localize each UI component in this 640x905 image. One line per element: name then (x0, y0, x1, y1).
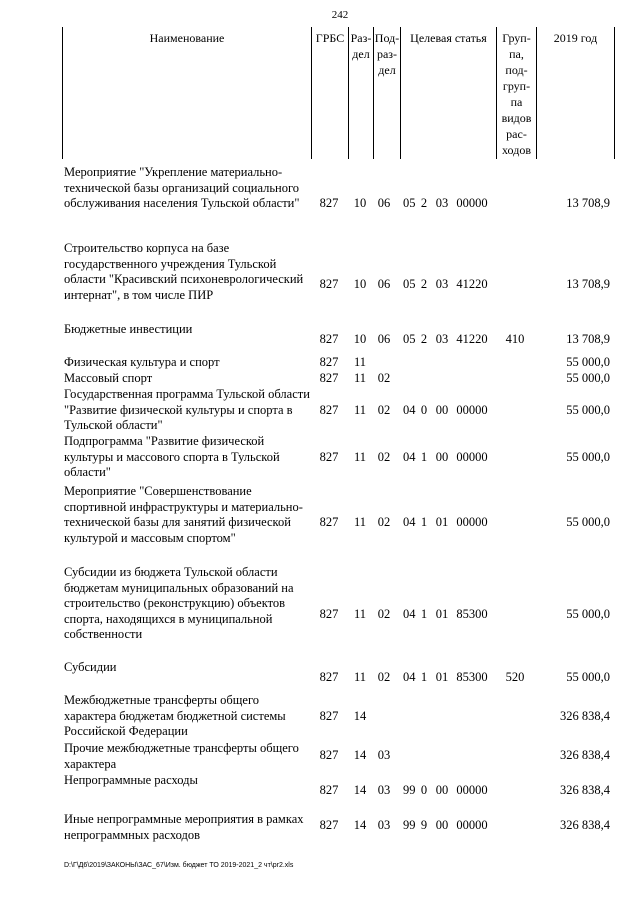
row-razdel: 11 (353, 607, 367, 621)
row-name: Массовый спорт (64, 371, 153, 385)
row-cs1: 05 (403, 196, 416, 210)
row-razdel: 14 (353, 748, 367, 762)
row-razdel: 11 (353, 371, 367, 385)
header-year: 2019 год (536, 27, 615, 159)
row-razdel: 11 (353, 670, 367, 684)
row-razdel: 14 (353, 818, 367, 832)
row-razdel: 11 (353, 515, 367, 529)
row-sum: 326 838,4 (560, 709, 610, 723)
row-sum: 326 838,4 (560, 783, 610, 797)
row-cs3: 00 (435, 783, 449, 797)
row-name: Субсидии из бюджета Тульской области бюджетам муниципальных образований на строительство (реконструкцию) объектов спорта, находящихся в муниципальной собственности (64, 565, 294, 641)
row-name: Подпрограмма "Развитие физической культуры и массового спорта в Тульской области" (64, 434, 280, 479)
row-grbs: 827 (319, 371, 339, 385)
row-grbs: 827 (319, 403, 339, 417)
row-grbs: 827 (319, 332, 339, 346)
row-razdel: 11 (353, 403, 367, 417)
row-grbs: 827 (319, 450, 339, 464)
row-cs1: 05 (403, 277, 416, 291)
row-razdel: 14 (353, 783, 367, 797)
row-sum: 13 708,9 (566, 332, 610, 346)
row-cs2: 9 (420, 818, 428, 832)
row-razdel: 10 (353, 277, 367, 291)
row-name: Мероприятие "Укрепление материально-технической базы организаций социального обслуживания населения Тульской области" (64, 165, 300, 210)
row-sum: 55 000,0 (566, 355, 610, 369)
row-name: Субсидии (64, 660, 117, 674)
row-razdel: 11 (353, 450, 367, 464)
row-sum: 13 708,9 (566, 196, 610, 210)
row-sum: 55 000,0 (566, 403, 610, 417)
row-vr: 520 (505, 670, 525, 684)
row-vr: 410 (505, 332, 525, 346)
row-sum: 55 000,0 (566, 515, 610, 529)
row-grbs: 827 (319, 277, 339, 291)
row-name: Межбюджетные трансферты общего характера бюджетам бюджетной системы Российской Федерации (64, 693, 286, 738)
row-cs4: 00000 (456, 403, 488, 417)
header-podrazdel: Под- раз- дел (373, 27, 400, 159)
row-podrazdel: 02 (377, 450, 391, 464)
row-grbs: 827 (319, 709, 339, 723)
row-podrazdel: 06 (377, 196, 391, 210)
row-podrazdel: 06 (377, 332, 391, 346)
row-cs3: 00 (435, 818, 449, 832)
row-grbs: 827 (319, 748, 339, 762)
row-cs2: 2 (420, 332, 428, 346)
row-cs1: 99 (403, 818, 416, 832)
row-grbs: 827 (319, 818, 339, 832)
row-name: Государственная программа Тульской области "Развитие физической культуры и спорта в Тульской области" (64, 387, 310, 432)
row-sum: 55 000,0 (566, 450, 610, 464)
row-cs4: 85300 (456, 607, 488, 621)
row-podrazdel: 03 (377, 818, 391, 832)
row-cs4: 41220 (456, 332, 488, 346)
row-cs1: 04 (403, 607, 416, 621)
row-podrazdel: 06 (377, 277, 391, 291)
row-cs3: 01 (435, 670, 449, 684)
row-name: Физическая культура и спорт (64, 355, 220, 369)
row-podrazdel: 03 (377, 783, 391, 797)
row-cs2: 1 (420, 515, 428, 529)
page-number: 242 (331, 9, 349, 21)
row-podrazdel: 02 (377, 670, 391, 684)
row-cs4: 41220 (456, 277, 488, 291)
row-cs1: 04 (403, 450, 416, 464)
row-grbs: 827 (319, 670, 339, 684)
row-grbs: 827 (319, 607, 339, 621)
row-podrazdel: 02 (377, 403, 391, 417)
row-cs1: 04 (403, 670, 416, 684)
row-razdel: 14 (353, 709, 367, 723)
row-grbs: 827 (319, 355, 339, 369)
row-cs4: 00000 (456, 783, 488, 797)
row-cs1: 99 (403, 783, 416, 797)
row-sum: 55 000,0 (566, 371, 610, 385)
row-razdel: 11 (353, 355, 367, 369)
row-sum: 55 000,0 (566, 607, 610, 621)
row-podrazdel: 02 (377, 371, 391, 385)
row-cs3: 03 (435, 277, 449, 291)
row-cs2: 0 (420, 783, 428, 797)
header-name: Наименование (62, 27, 311, 159)
row-name: Бюджетные инвестиции (64, 322, 193, 336)
row-razdel: 10 (353, 196, 367, 210)
header-vid-rashodov: Груп- па, под- груп- па видов рас- ходов (496, 27, 536, 159)
row-cs1: 04 (403, 403, 416, 417)
row-cs3: 00 (435, 403, 449, 417)
row-podrazdel: 03 (377, 748, 391, 762)
row-cs4: 00000 (456, 515, 488, 529)
row-grbs: 827 (319, 196, 339, 210)
row-name: Непрограммные расходы (64, 773, 198, 787)
header-cel-statya: Целевая статья (400, 27, 496, 159)
row-cs2: 1 (420, 607, 428, 621)
row-cs2: 1 (420, 670, 428, 684)
row-cs4: 00000 (456, 450, 488, 464)
row-cs2: 0 (420, 403, 428, 417)
row-cs1: 05 (403, 332, 416, 346)
row-name: Строительство корпуса на базе государственного учреждения Тульской области "Красивский психоневрологический интернат", в том числе ПИР (64, 241, 304, 302)
row-cs2: 2 (420, 277, 428, 291)
row-cs2: 1 (420, 450, 428, 464)
row-cs4: 00000 (456, 818, 488, 832)
row-grbs: 827 (319, 783, 339, 797)
row-grbs: 827 (319, 515, 339, 529)
file-path-footer: D:\Г\Д6\2019\ЗАКОНЫ\ЗАС_67\Изм. бюджет ТО 2019-2021_2 чт\pr2.xls (64, 862, 294, 869)
row-name: Мероприятие "Совершенствование спортивной инфраструктуры и материально-технической базы для занятий физической культурой и массовым спортом" (64, 484, 303, 545)
row-podrazdel: 02 (377, 607, 391, 621)
row-sum: 55 000,0 (566, 670, 610, 684)
row-cs3: 03 (435, 196, 449, 210)
row-sum: 326 838,4 (560, 818, 610, 832)
row-cs3: 03 (435, 332, 449, 346)
row-cs4: 00000 (456, 196, 488, 210)
row-cs1: 04 (403, 515, 416, 529)
row-cs3: 01 (435, 515, 449, 529)
row-sum: 13 708,9 (566, 277, 610, 291)
header-razdel: Раз- дел (348, 27, 373, 159)
row-cs2: 2 (420, 196, 428, 210)
row-sum: 326 838,4 (560, 748, 610, 762)
row-cs3: 00 (435, 450, 449, 464)
row-name: Прочие межбюджетные трансферты общего характера (64, 741, 299, 771)
row-podrazdel: 02 (377, 515, 391, 529)
row-razdel: 10 (353, 332, 367, 346)
row-name: Иные непрограммные мероприятия в рамках непрограммных расходов (64, 812, 304, 842)
row-cs3: 01 (435, 607, 449, 621)
row-cs4: 85300 (456, 670, 488, 684)
header-grbs: ГРБС (311, 27, 348, 159)
